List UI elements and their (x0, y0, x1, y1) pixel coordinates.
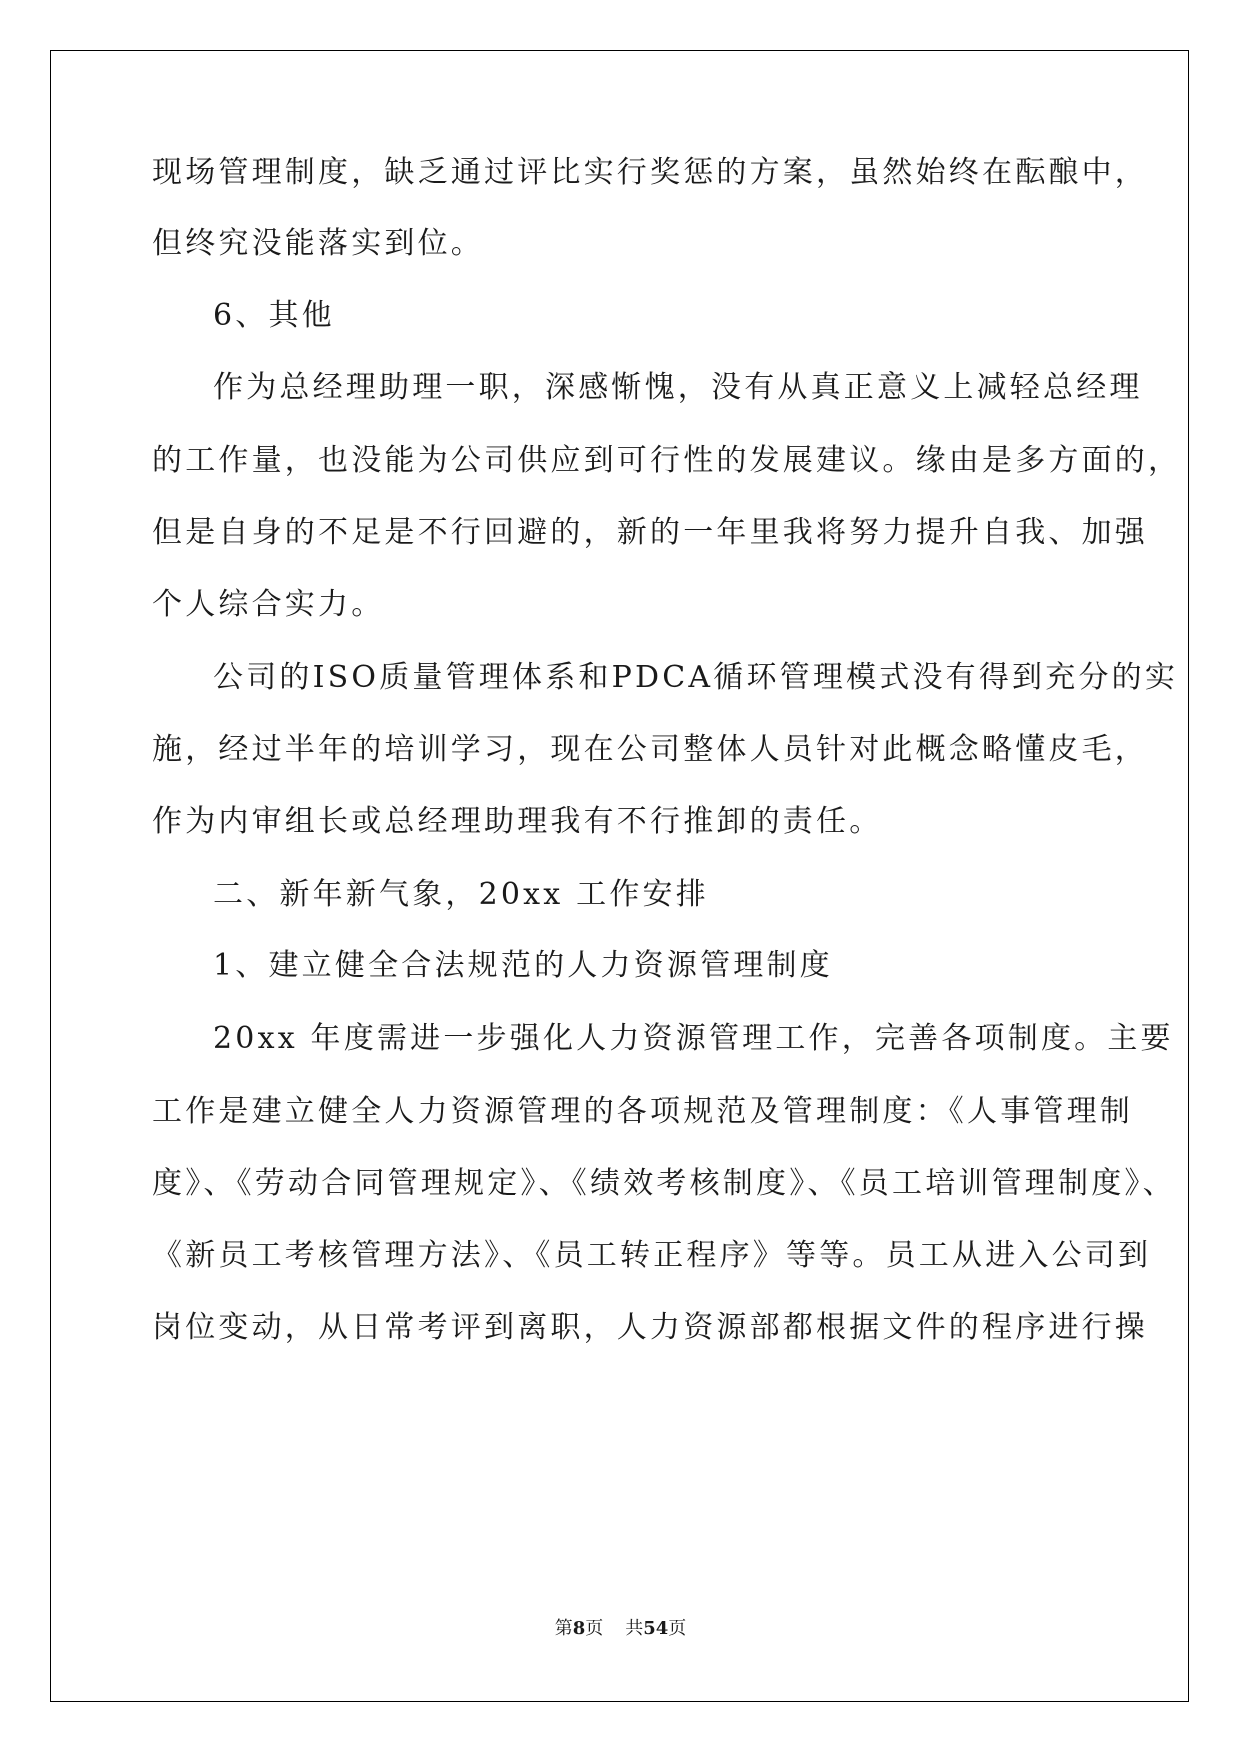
current-page-number: 8 (572, 1618, 586, 1639)
page-footer (0, 1617, 1241, 1641)
total-unit: 页 (668, 1618, 687, 1639)
paragraph-line: 作为内审组长或总经理助理我有不行推卸的责任。 (152, 804, 883, 839)
paragraph-line: 个人综合实力。 (152, 587, 385, 622)
page-unit: 页 (585, 1618, 604, 1639)
total-page-count: 54 (643, 1618, 669, 1639)
paragraph-line: 《新员工考核管理方法》、《员工转正程序》等等。员工从进入公司到 (152, 1238, 1152, 1273)
paragraph-line: 现场管理制度，缺乏通过评比实行奖惩的方案，虽然始终在酝酿中， (152, 155, 1148, 190)
page-prefix: 第 (554, 1618, 573, 1639)
paragraph-line: 岗位变动，从日常考评到离职，人力资源部都根据文件的程序进行操 (152, 1310, 1148, 1345)
paragraph-line: 20xx 年度需进一步强化人力资源管理工作，完善各项制度。主要 (213, 1021, 1174, 1056)
paragraph-line: 但终究没能落实到位。 (152, 226, 484, 261)
section-heading: 6、其他 (213, 298, 335, 333)
paragraph-line: 工作是建立健全人力资源管理的各项规范及管理制度：《人事管理制 (152, 1094, 1133, 1129)
total-prefix: 共 (625, 1618, 644, 1639)
paragraph-line: 作为总经理助理一职，深感惭愧，没有从真正意义上减轻总经理 (213, 370, 1143, 405)
section-heading: 1、建立健全合法规范的人力资源管理制度 (213, 948, 833, 983)
paragraph-line: 但是自身的不足是不行回避的，新的一年里我将努力提升自我、加强 (152, 515, 1148, 550)
paragraph-line: 公司的ISO质量管理体系和PDCA循环管理模式没有得到充分的实 (213, 660, 1179, 695)
paragraph-line: 度》、《劳动合同管理规定》、《绩效考核制度》、《员工培训管理制度》、 (152, 1166, 1176, 1201)
paragraph-line: 的工作量，也没能为公司供应到可行性的发展建议。缘由是多方面的， (152, 443, 1182, 478)
paragraph-line: 施，经过半年的培训学习，现在公司整体人员针对此概念略懂皮毛， (152, 732, 1148, 767)
section-heading: 二、新年新气象，20xx 工作安排 (213, 877, 709, 912)
